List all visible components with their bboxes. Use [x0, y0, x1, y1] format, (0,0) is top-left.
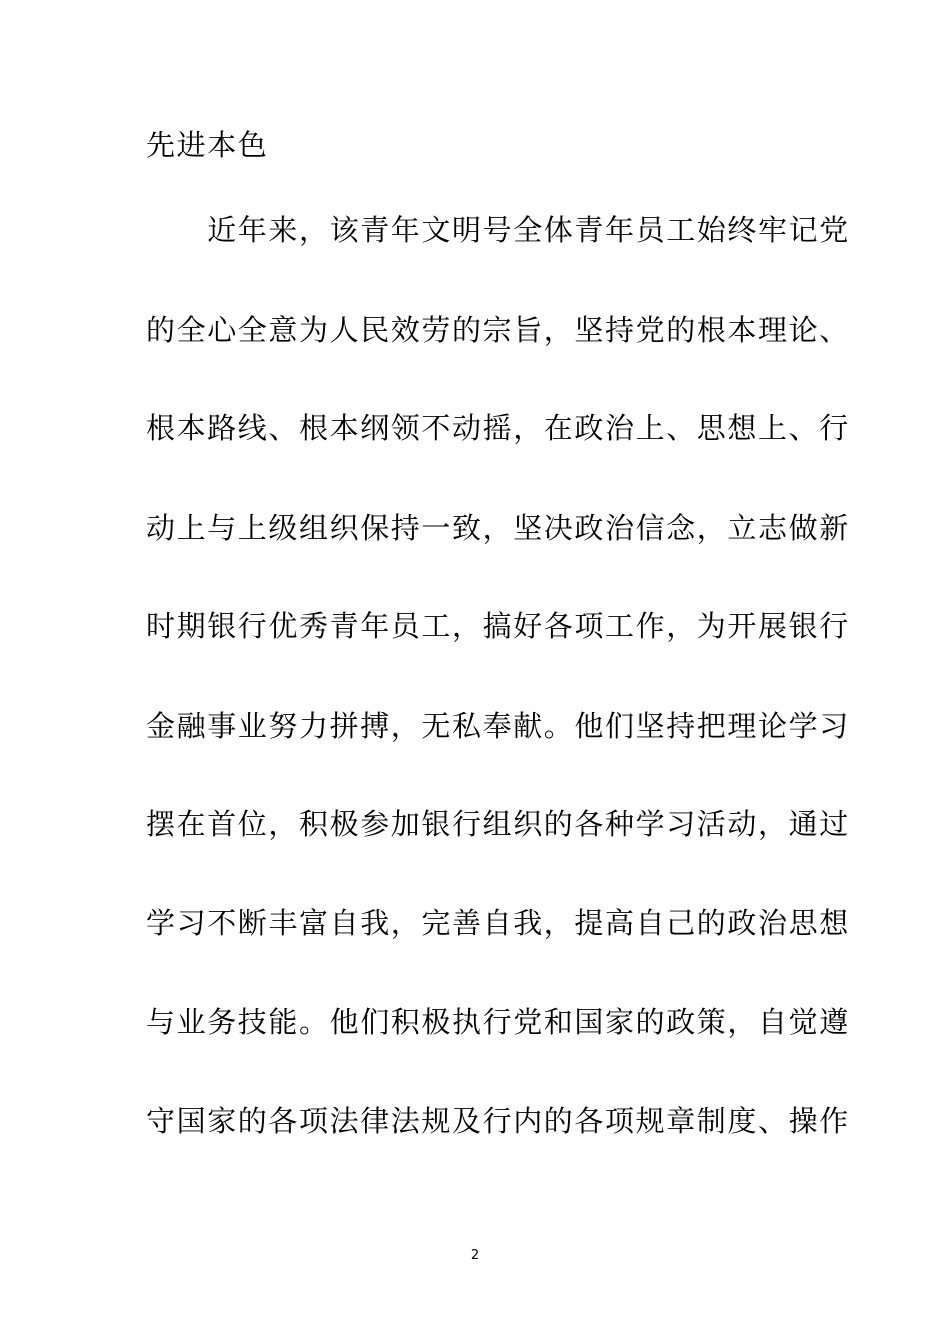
text-line-7: 金融事业努力拼搏，无私奉献。他们坚持把理论学习 [146, 709, 850, 743]
page-number: 2 [470, 1248, 480, 1263]
text-line-2: 近年来，该青年文明号全体青年员工始终牢记党 [146, 213, 850, 247]
text-line-10: 与业务技能。他们积极执行党和国家的政策，自觉遵 [146, 1005, 850, 1039]
text-line-9: 学习不断丰富自我，完善自我，提高自己的政治思想 [146, 906, 850, 940]
text-line-6: 时期银行优秀青年员工，搞好各项工作，为开展银行 [146, 609, 850, 643]
text-line-11: 守国家的各项法律法规及行内的各项规章制度、操作 [146, 1104, 850, 1138]
text-line-8: 摆在首位，积极参加银行组织的各种学习活动，通过 [146, 807, 850, 841]
text-line-1: 先进本色 [146, 128, 269, 162]
text-line-4: 根本路线、根本纲领不动摇，在政治上、思想上、行 [146, 411, 850, 445]
text-line-5: 动上与上级组织保持一致，坚决政治信念，立志做新 [146, 511, 850, 545]
text-line-3: 的全心全意为人民效劳的宗旨，坚持党的根本理论、 [146, 313, 850, 347]
